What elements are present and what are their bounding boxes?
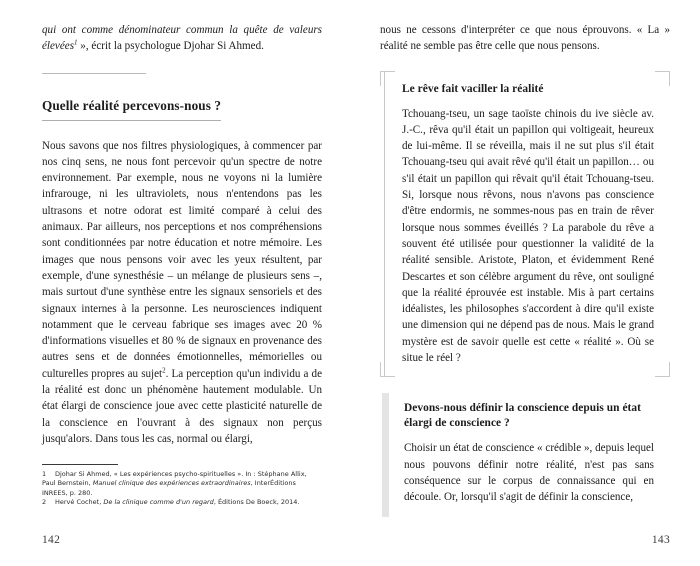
footnote-number: 1 (42, 469, 47, 478)
box-left-rail (384, 71, 385, 378)
body-paragraph-top: nous ne cessons d'interpréter ce que nous éprouvons. « La » réalité ne semble pas être celle que nous pensons. (380, 24, 670, 53)
continuation-text: qui ont comme dénominateur commun la quête de valeurs élevées (42, 24, 322, 53)
sidebar-box-title: Le rêve fait vaciller la réalité (402, 82, 544, 95)
right-page (350, 0, 700, 566)
body-text-part-2: . La perception qu'un individu a de la réalité est donc un phénomène hautement modulable. Un état élargi de conscience joue avec cette plasticité naturelle de la conscience en l'ouvrant à des signaux non perçus jusqu'alors. Dans tous les cas, normal ou élargi, (42, 367, 322, 445)
footnotes-block (42, 464, 322, 508)
sidebar-box-dream (380, 71, 670, 378)
footnote-separator-rule (42, 464, 118, 465)
page-number-left: 142 (42, 534, 61, 546)
body-text-part-1: Nous savons que nos filtres physiologiques, à commencer par nos cinq sens, ne nous font percevoir qu'un spectre de notre environnement. Par exemple, nous ne voyons ni la lumière infrarouge, ni les ultraviolets, nous n'entendons pas les ultrasons et notre odorat est limité comparé à celui des animaux. Par ailleurs, nos perceptions et nos compréhensions sont conditionnées par notre éducation et notre mémoire. Les images que nous pensons voir avec les yeux résultent, par exemple, d'une synesthésie – un mélange de plusieurs sens –, mais surtout d'une synthèse entre les signaux sensoriels et des signaux internes à la personne. Les neurosciences indiquent notamment que le cerveau fabrique ses images avec 20 % d'informations visuelles et 80 % de signaux en provenance des autres sens et de données émotionnelles, mémorielles ou culturelles propres au sujet (42, 139, 322, 380)
footnote-item (42, 470, 322, 499)
sidebar-box-body: Choisir un état de conscience « crédible », depuis lequel nous pouvons définir notre réalité, n'est pas sans conséquence sur le corpus de connaissance qui en découle. Or, lorsqu'il s'agit de définir la conscience, (404, 442, 654, 504)
sidebar-box-body: Tchouang-tseu, un sage taoïste chinois du ive siècle av. J.-C., rêva qu'il était un papillon qui voltigeait, heureux de lui-même. Il se réveilla, mais il ne sut plus s'il était Tchouang-tseu qui avait rêvé qu'il était un papillon… ou s'il était un papillon qui rêvait qu'il était Tchouang-tseu. Si, lorsque nous rêvons, nous n'avons pas conscience d'être endormis, ne sommes-nous pas en train de rêver lorsque nous sommes éveillés ? La parabole du rêve a souvent été utilisée pour questionner la validité de la réalité sensible. Aristote, Platon, et évidemment René Descartes et son célèbre argument du rêve, ont souligné que la réalité éprouvée est instable. Mis à part certains idéalistes, les philosophes s'accordent à dire qu'il existe une dimension qui ne dépend pas de nous. Mais le grand mystère est de savoir quelle est cette « réalité ». Où se situe le réel ? (402, 107, 654, 365)
footnote-item (42, 498, 322, 508)
footnote-title-italic: Manuel clinique des expériences extraordinaires (92, 479, 251, 488)
box-left-rail-thick (382, 393, 389, 516)
body-paragraph (42, 138, 322, 448)
continuation-text-end: », écrit la psychologue Djohar Si Ahmed. (77, 40, 264, 53)
page-number-right: 143 (651, 534, 670, 546)
footnote-marker-1: 1 (74, 38, 78, 47)
corner-bracket-bottom-left (380, 362, 395, 377)
footnote-title-italic: De la clinique comme d'un regard (103, 498, 214, 507)
continuation-paragraph (42, 22, 322, 55)
footnote-text-after: , Éditions De Boeck, 2014. (213, 498, 300, 507)
footnote-marker-2: 2 (162, 366, 166, 375)
footnote-text-after: , InterÉditions INREES, p. 280. (42, 479, 296, 497)
section-heading-wrap (42, 74, 322, 121)
corner-bracket-bottom-right (655, 362, 670, 377)
footnote-number: 2 (42, 498, 47, 507)
footnote-text-before: Hervé Cochet, (55, 498, 104, 507)
footnote-text-before: Djohar Si Ahmed, « Les expériences psycho-spirituelles ». In : Stéphane Allix, Paul Bernstein, (42, 469, 307, 488)
page-title: Quelle réalité percevons-nous ? (42, 98, 221, 121)
sidebar-box-title: Devons-nous définir la conscience depuis un état élargi de conscience ? (404, 402, 641, 430)
sidebar-box-consciousness (380, 393, 670, 516)
